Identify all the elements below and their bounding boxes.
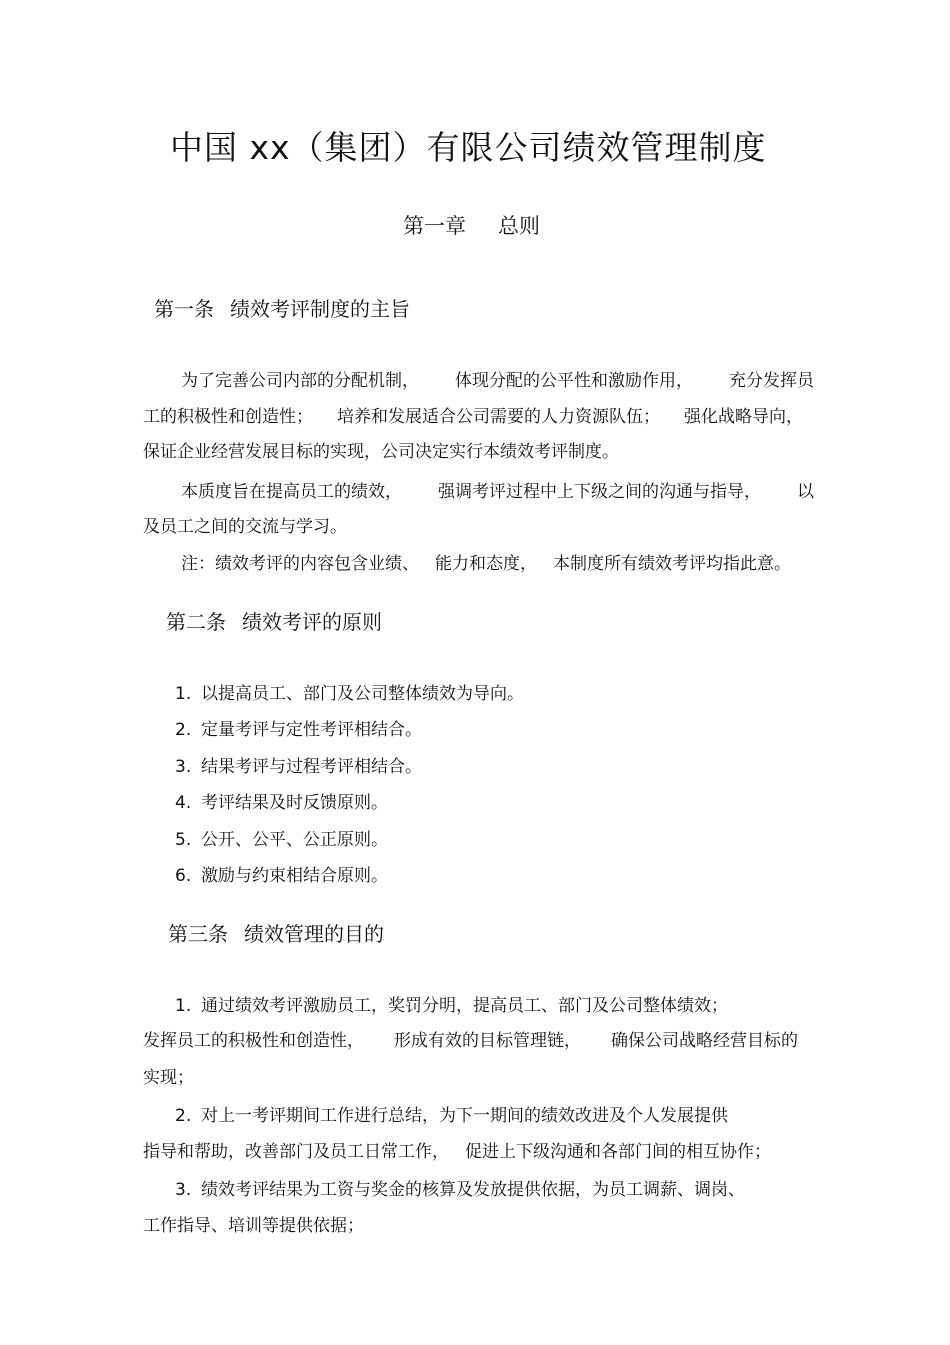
item-number: 6. xyxy=(175,866,192,886)
text-run: 形成有效的目标管理链， xyxy=(394,1031,581,1051)
item-text: 对上一考评期间工作进行总结，为下一期间的绩效改进及个人发展提供 xyxy=(201,1106,728,1126)
text-run: 指导和帮助，改善部门及员工日常工作， xyxy=(143,1142,449,1162)
text-run: 为了完善公司内部的分配机制， xyxy=(181,371,419,391)
text-run: 培养和发展适合公司需要的人力资源队伍； xyxy=(337,407,660,427)
article2-item xyxy=(175,752,422,777)
text-run: 工的积极性和创造性； xyxy=(143,407,313,427)
text-run: 强调考评过程中上下级之间的沟通与指导， xyxy=(438,482,761,502)
text-run: 确保公司战略经营目标的 xyxy=(611,1031,798,1051)
article3-item3-line2: 工作指导、培训等提供依据； xyxy=(143,1216,364,1236)
article2-title: 绩效考评的原则 xyxy=(242,610,382,634)
text-run: 以 xyxy=(797,482,814,502)
article3-heading xyxy=(168,918,384,947)
chapter-number: 第一章 xyxy=(403,214,466,238)
article1-heading xyxy=(154,293,410,322)
text-run: 本质度旨在提高员工的绩效， xyxy=(181,482,402,502)
item-number: 4. xyxy=(175,793,192,813)
item-number: 3. xyxy=(175,757,192,777)
item-number: 1. xyxy=(175,684,192,704)
article1-p1-line3: 保证企业经营发展目标的实现，公司决定实行本绩效考评制度。 xyxy=(143,442,619,462)
article2-number: 第二条 xyxy=(166,610,226,634)
item-number: 2. xyxy=(175,1106,192,1126)
chapter-name: 总则 xyxy=(498,214,540,238)
article3-title: 绩效管理的目的 xyxy=(244,922,384,946)
article3-item2-line2 xyxy=(143,1137,771,1162)
article1-p1-line1 xyxy=(181,366,814,391)
item-number: 5. xyxy=(175,830,192,850)
article1-p2-line2: 及员工之间的交流与学习。 xyxy=(143,517,347,537)
item-number: 3. xyxy=(175,1180,192,1200)
text-run: 充分发挥员 xyxy=(729,371,814,391)
article2-item xyxy=(175,715,422,740)
document-title: 中国 xx（集团）有限公司绩效管理制度 xyxy=(170,128,767,167)
item-text: 通过绩效考评激励员工，奖罚分明，提高员工、部门及公司整体绩效； xyxy=(201,996,728,1016)
article3-item1-line3: 实现； xyxy=(143,1068,194,1088)
chapter-heading xyxy=(403,210,540,240)
item-text: 以提高员工、部门及公司整体绩效为导向。 xyxy=(201,684,524,704)
text-run: 促进上下级沟通和各部门间的相互协作； xyxy=(465,1142,771,1162)
article3-number: 第三条 xyxy=(168,922,228,946)
item-text: 绩效考评结果为工资与奖金的核算及发放提供依据，为员工调薪、调岗、 xyxy=(201,1180,745,1200)
article1-note xyxy=(181,549,791,574)
text-run: 体现分配的公平性和激励作用， xyxy=(455,371,693,391)
item-text: 结果考评与过程考评相结合。 xyxy=(201,757,422,777)
item-text: 定量考评与定性考评相结合。 xyxy=(201,720,422,740)
text-run: 能力和态度， xyxy=(435,554,537,574)
text-run: 强化战略导向， xyxy=(684,407,803,427)
article3-item1-line2 xyxy=(143,1026,798,1051)
article1-title: 绩效考评制度的主旨 xyxy=(230,297,410,321)
article2-heading xyxy=(166,606,382,635)
text-run: 发挥员工的积极性和创造性， xyxy=(143,1031,364,1051)
article2-item xyxy=(175,788,388,813)
item-text: 激励与约束相结合原则。 xyxy=(201,866,388,886)
article1-p1-line2 xyxy=(143,402,803,427)
article2-item xyxy=(175,679,524,704)
article2-item xyxy=(175,825,388,850)
item-text: 考评结果及时反馈原则。 xyxy=(201,793,388,813)
text-run: 注：绩效考评的内容包含业绩、 xyxy=(181,554,419,574)
article3-item1-line1 xyxy=(175,991,728,1016)
article3-item3-line1 xyxy=(175,1175,745,1200)
text-run: 本制度所有绩效考评均指此意。 xyxy=(553,554,791,574)
article1-number: 第一条 xyxy=(154,297,214,321)
item-number: 1. xyxy=(175,996,192,1016)
article2-item xyxy=(175,861,388,886)
article1-p2-line1 xyxy=(181,477,814,502)
article3-item2-line1 xyxy=(175,1101,728,1126)
item-number: 2. xyxy=(175,720,192,740)
item-text: 公开、公平、公正原则。 xyxy=(201,830,388,850)
